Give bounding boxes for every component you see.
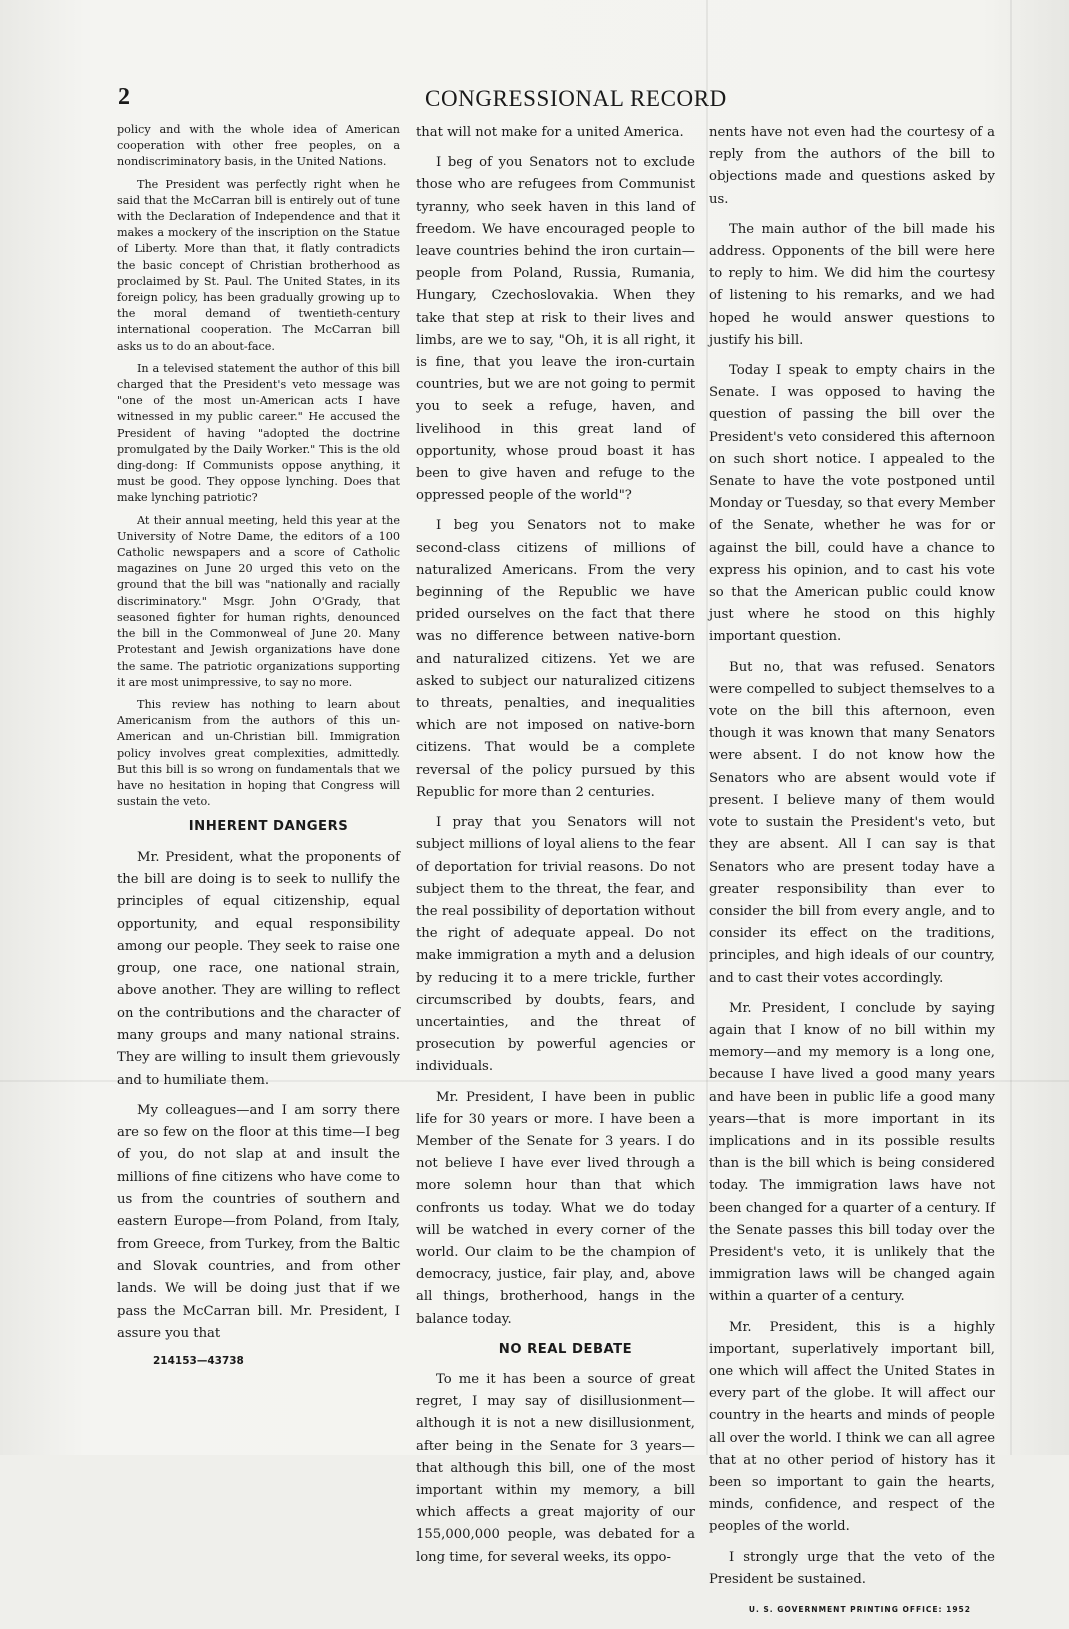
paragraph: Today I speak to empty chairs in the Senate. I was opposed to having the question of passing the bill over the President's veto considered this afternoon on such short notice. I appealed to the Senate to have the vote postponed until Monday or Tuesday, so that every Member of the Senate, whether he was for or against the bill, could have a chance to express his opinion, and to cast his vote so that the American public could know just where he stood on this highly important question. bbox=[709, 363, 995, 645]
paragraph: I beg of you Senators not to exclude those who are refugees from Communist tyranny, who seek haven in this land of freedom. We have encouraged people to leave countries behind the iron curtain—people from Poland, Russia, Rumania, Hungary, Czechoslovakia. When they take that step at risk to their lives and limbs, are we to say, "Oh, it is all right, it is fine, that you leave the iron-curtain countries, but we are not going to permit you to seek a refuge, haven, and livelihood in this great land of opportunity, whose proud boast it has been to give haven and refuge to the oppressed people of the world"? bbox=[416, 155, 695, 504]
paragraph: Mr. President, this is a highly important, superlatively important bill, one which will affect the United States in every part of the globe. It will affect our country in the hearts and minds of people all over the world. I think we can all agree that at no other period of history has it been so important to gain the hearts, minds, confidence, and respect of the peoples of the world. bbox=[709, 1319, 995, 1535]
paper-fold-vertical bbox=[1010, 0, 1012, 1455]
column-1 bbox=[117, 122, 400, 1375]
page-number: 2 bbox=[118, 84, 130, 110]
paragraph: Mr. President, I conclude by saying again that I know of no bill within my memory—and my memory is a long one, because I have lived a good many years and have been in public life a good many years—that is more important in its implications and in its possible results than is the bill which is being considered today. The immigration laws have not been changed for a quarter of a century. If the Senate passes this bill today over the President's veto, it is unlikely that the immigration laws will be changed again within a quarter of a century. bbox=[709, 1000, 995, 1305]
paragraph: In a televised statement the author of this bill charged that the President's veto message was "one of the most un-American acts I have witnessed in my public career." He accused the President of having "adopted the doctrine promulgated by the Daily Worker." This is the old ding-dong: If Communists oppose anything, it must be good. They oppose lynching. Does that make lynching patriotic? bbox=[117, 361, 400, 505]
paragraph: nents have not even had the courtesy of a reply from the authors of the bill to objections made and questions asked by us. bbox=[709, 125, 995, 207]
column-2 bbox=[416, 122, 695, 1577]
paper-fold-vertical bbox=[706, 0, 708, 1455]
paragraph: Mr. President, what the proponents of the bill are doing is to seek to nullify the principles of equal citizenship, equal opportunity, and equal responsibility among our people. They seek to raise one group, one race, one national strain, above another. They are willing to reflect on the contributions and the character of many groups and many national strains. They are willing to insult them grievously and to humiliate them. bbox=[117, 849, 400, 1088]
page-title: CONGRESSIONAL RECORD bbox=[425, 86, 727, 111]
paragraph: To me it has been a source of great regret, I may say of disillusionment—although it is not a new disillusionment, after being in the Senate for 3 years—that although this bill, one of the most important within my memory, a bill which affects a great majority of our 155,000,000 people, was debated for a long time, for several weeks, its oppo- bbox=[416, 1371, 695, 1565]
printer-imprint: U. S. GOVERNMENT PRINTING OFFICE: 1952 bbox=[748, 1605, 971, 1614]
paragraph: I beg you Senators not to make second-class citizens of millions of naturalized Americans. From the very beginning of the Republic we have prided ourselves on the fact that there was no difference between native-born and naturalized citizens. Yet we are asked to subject our naturalized citizens to threats, penalties, and inequalities which are not imposed on native-born citizens. That would be a complete reversal of the policy pursued by this Republic for more than 2 centuries. bbox=[416, 518, 695, 800]
paragraph: At their annual meeting, held this year at the University of Notre Dame, the editors of a 100 Catholic newspapers and a score of Catholic magazines on June 20 urged this veto on the ground that the bill was "nationally and racially discriminatory." Msgr. John O'Grady, that seasoned fighter for human rights, denounced the bill in the Commonweal of June 20. Many Protestant and Jewish organizations have done the same. The patriotic organizations supporting it are most unimpressive, to say no more. bbox=[117, 513, 400, 689]
column-1-speech bbox=[117, 816, 400, 1345]
paragraph: My colleagues—and I am sorry there are so few on the floor at this time—I beg of you, do not slap at and insult the millions of fine citizens who have come to us from the countries of southern and eastern Europe—from Poland, from Italy, from Greece, from Turkey, from the Baltic and Slovak countries, and from other lands. We will be doing just that if we pass the McCarran bill. Mr. President, I assure you that bbox=[117, 1102, 400, 1341]
paragraph: that will not make for a united America. bbox=[416, 125, 684, 140]
paragraph: I strongly urge that the veto of the President be sustained. bbox=[709, 1549, 995, 1587]
subhead-inherent-dangers: INHERENT DANGERS bbox=[188, 819, 349, 835]
paragraph: This review has nothing to learn about Americanism from the authors of this un-American and un-Christian bill. Immigration policy involves great complexities, admittedly. But this bill is so wrong on fundamentals that we have no hesitation in hoping that Congress will sustain the veto. bbox=[117, 697, 400, 809]
job-number: 214153—43738 bbox=[153, 1355, 244, 1368]
paragraph: I pray that you Senators will not subject millions of loyal aliens to the fear of deportation for trivial reasons. Do not subject them to the threat, the fear, and the real possibility of deportation without the right of adequate appeal. Do not make immigration a myth and a delusion by reducing it to a mere trickle, further circumscribed by doubts, fears, and uncertainties, and the threat of prosecution by powerful agencies or individuals. bbox=[416, 815, 695, 1075]
column-3 bbox=[709, 122, 995, 1629]
paragraph: But no, that was refused. Senators were compelled to subject themselves to a vote on the bill this afternoon, even though it was known that many Senators were absent. I do not know how the Senators who are absent would vote if present. I believe many of them would vote to sustain the President's veto, but they are absent. All I can say is that Senators who are present today have a greater responsibility than ever to consider the bill from every angle, and to consider its effect on the traditions, principles, and high ideals of our country, and to cast their votes accordingly. bbox=[709, 659, 995, 986]
subhead-no-real-debate: NO REAL DEBATE bbox=[498, 1341, 633, 1357]
paragraph: policy and with the whole idea of American cooperation with other free peoples, on a nondiscriminatory basis, in the United Nations. bbox=[117, 123, 400, 169]
paragraph: Mr. President, I have been in public life for 30 years or more. I have been a Member of the Senate for 3 years. I do not believe I have ever lived through a more solemn hour than that which confronts us today. What we do today will be watched in every corner of the world. Our claim to be the champion of democracy, justice, fair play, and, above all things, brotherhood, hangs in the balance today. bbox=[416, 1089, 695, 1327]
paragraph: The President was perfectly right when he said that the McCarran bill is entirely out of tune with the Declaration of Independence and that it makes a mockery of the inscription on the Statue of Liberty. More than that, it flatly contradicts the basic concept of Christian brotherhood as proclaimed by St. Paul. The United States, in its foreign policy, has been gradually growing up to the moral demand of twentieth-century international cooperation. The McCarran bill asks us to do an about-face. bbox=[117, 177, 400, 353]
paragraph: The main author of the bill made his address. Opponents of the bill were here to reply to him. We did him the courtesy of listening to his remarks, and we had hoped he would answer questions to justify his bill. bbox=[709, 221, 995, 348]
